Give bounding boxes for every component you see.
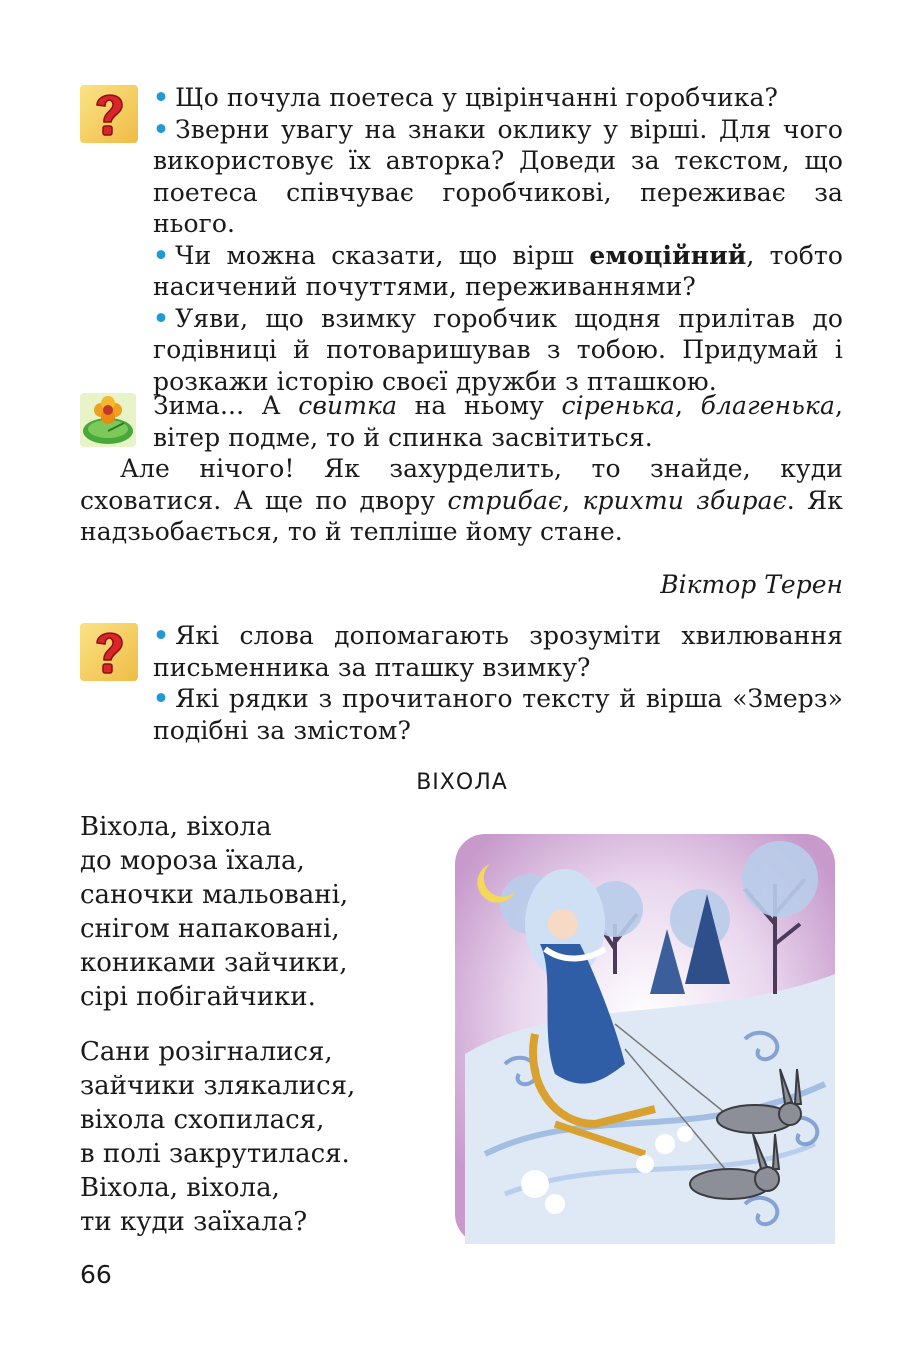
poem-title-text: ВІХОЛА [416, 770, 508, 795]
bullet-icon: • [153, 684, 170, 713]
story-paragraph-1 [80, 390, 843, 453]
bold-term: емоційний [589, 240, 747, 270]
text-run: Але нічого! Як захурделить, то знайде, куди сховатися. А ще по двору [80, 454, 843, 515]
question-item [153, 620, 843, 683]
story-author: Віктор Терен [660, 570, 843, 599]
blizzard-illustration [445, 824, 845, 1254]
text-run: Зима... А [153, 391, 299, 420]
bullet-icon: • [153, 114, 170, 144]
question-text: Зверни увагу на знаки оклику у вірші. Для чого використовує їх авторка? Доведи за текстом, що поетеса співчуває горобчикові, переживає за нього. [153, 114, 843, 238]
poem-line: снігом напаковані, [80, 914, 340, 944]
question-mark-icon [80, 85, 138, 143]
question-text: Чи можна сказати, що вірш [175, 240, 590, 270]
question-text: , тобто насичений почуттями, переживаннями? [153, 240, 843, 301]
italic-run: свитка [298, 391, 398, 420]
poem-line: віхола схопилася, [80, 1105, 325, 1135]
bullet-icon: • [153, 303, 170, 333]
story-paragraph-2 [80, 453, 843, 548]
poem-stanza-1 [80, 810, 348, 1014]
bullet-icon: • [153, 83, 170, 112]
italic-run: стрибає [447, 485, 563, 515]
poem-line: сірі побігайчики. [80, 982, 316, 1012]
poem-line: Віхола, віхола [80, 812, 272, 842]
question-item [153, 82, 843, 114]
poem-line: Сани розігналися, [80, 1037, 333, 1067]
question-text: Які слова допомагають зрозуміти хвилювання письменника за пташку взимку? [153, 621, 843, 682]
poem-line: саночки мальовані, [80, 880, 349, 910]
question-mark-icon [80, 623, 138, 681]
question-text: Які рядки з прочитаного тексту й вірша «Змерз» подібні за змістом? [153, 684, 843, 745]
italic-run: благенька [700, 391, 835, 420]
question-item [153, 683, 843, 746]
text-run: . Як надзьобається, то й тепліше йому стане. [80, 485, 844, 546]
poem-line: до мороза їхала, [80, 846, 305, 876]
poem-title [0, 770, 918, 795]
text-run: на ньому [397, 391, 562, 420]
question-text: Уяви, що взимку горобчик щодня прилітав до годівниці й потоваришував з тобою. Придумай і розкажи історію своєї дружби з пташкою. [153, 303, 843, 396]
question-text: Що почула поетеса у цвірінчанні горобчика? [175, 83, 779, 112]
poem-line: в полі закрутилася. [80, 1139, 350, 1169]
poem-line: ти куди заїхала? [80, 1207, 308, 1237]
bullet-icon: • [153, 240, 170, 270]
questions-block-2 [153, 620, 843, 746]
poem-line: кониками зайчики, [80, 948, 348, 978]
questions-block-1 [153, 82, 843, 397]
story-text [80, 390, 843, 548]
italic-run: крихти збирає [582, 485, 787, 515]
poem-line: зайчики злякалися, [80, 1071, 356, 1101]
question-item [153, 114, 843, 240]
bullet-icon: • [153, 621, 170, 650]
italic-run: сіренька [561, 391, 676, 420]
question-item [153, 240, 843, 303]
poem-stanza-2 [80, 1035, 355, 1239]
text-run: , [562, 485, 583, 515]
poem-line: Віхола, віхола, [80, 1173, 280, 1203]
question-item [153, 303, 843, 398]
page-number: 66 [80, 1260, 112, 1289]
text-run: , вітер подме, то й спинка засвітиться. [153, 391, 843, 452]
text-run: , [675, 391, 701, 420]
